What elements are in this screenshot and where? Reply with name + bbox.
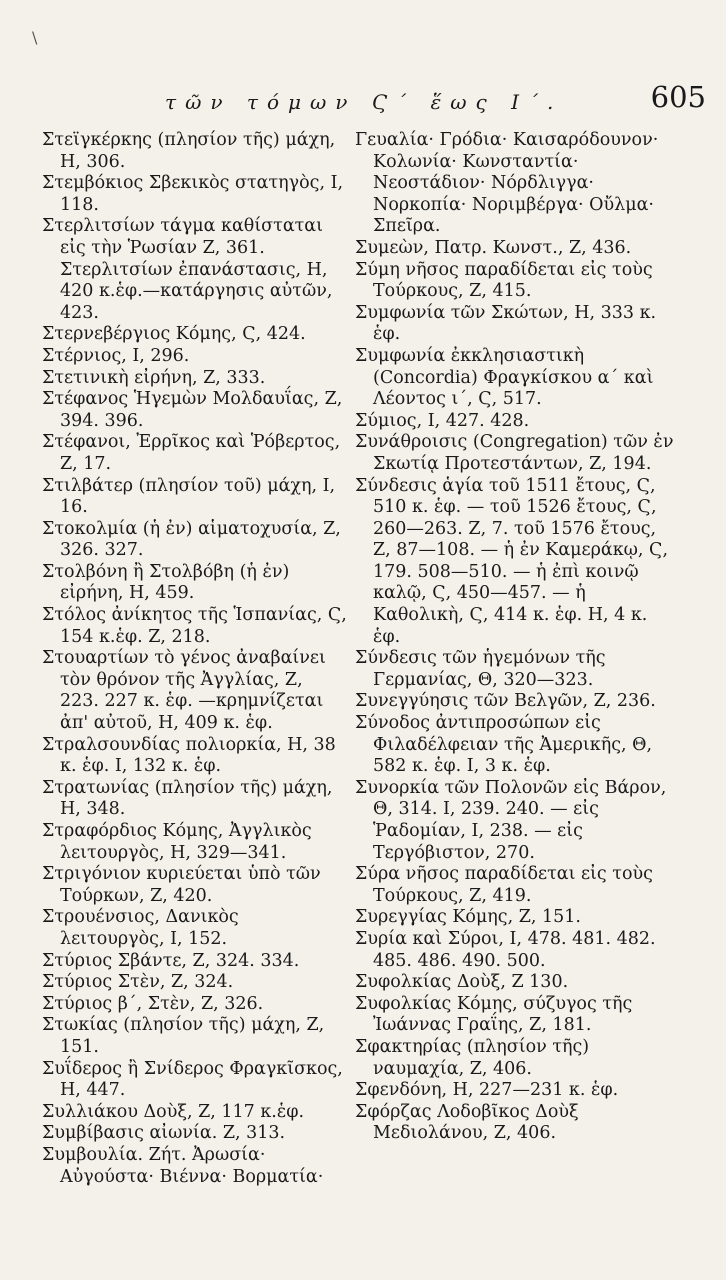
- index-entry: Συλλιάκου Δοὺξ, Ζ, 117 κ.ἑφ.: [42, 1101, 305, 1122]
- index-entry: Στριγόνιον κυριεύεται ὑπὸ τῶν Τούρκων, Ζ, 420.: [42, 864, 321, 906]
- index-entry: Στύριος Σβάντε, Ζ, 324. 334.: [42, 950, 300, 971]
- running-title: τῶν τόμων Ϛ΄ ἕως Ι΄.: [165, 90, 563, 114]
- index-entry: Σύνδεσις ἁγία τοῦ 1511 ἔτους, Ϛ, 510 κ. ἑφ. — τοῦ 1526 ἔτους, Ϛ, 260—263. Ζ, 7. τοῦ 1576 ἔτους, Ζ, 87—108. — ἡ ἐν Καμεράκῳ, Ϛ, 179. 508—510. — ἡ ἐπὶ κοινῷ καλῷ, Ϛ, 450—457. — ἡ Καθολικὴ, Ϛ, 414 κ. ἑφ. Η, 4 κ. ἑφ.: [355, 475, 669, 647]
- index-column-right: [355, 130, 675, 1145]
- index-entry: Γευαλία· Γρόδια· Καισαρόδουνον· Κολωνία· Κωνσταντία· Νεοστάδιον· Νόρδλιγγα· Νορκοπία· Νοριμβέργα· Οὔλμα· Σπεῖρα.: [355, 130, 659, 237]
- index-entry: Στρουένσιος, Δανικὸς λειτουργὸς, Ι, 152.: [42, 907, 239, 949]
- index-entry: Στέφανος Ἡγεμὼν Μολδαυΐας, Ζ, 394. 396.: [42, 389, 343, 431]
- index-entry: Στουαρτίων τὸ γένος ἀναβαίνει τὸν θρόνον τῆς Ἀγγλίας, Ζ, 223. 227 κ. ἑφ. —κρημνίζεται ἀπ' αὐτοῦ, Η, 409 κ. ἑφ.: [42, 648, 326, 734]
- index-entry: Συφολκίας Δοὺξ, Ζ 130.: [355, 972, 569, 993]
- index-entry: Σύνοδος ἀντιπροσώπων εἰς Φιλαδέλφειαν τῆς Ἀμερικῆς, Θ, 582 κ. ἑφ. Ι, 3 κ. ἑφ.: [355, 713, 653, 777]
- index-entry: Συμβίβασις αἰωνία. Ζ, 313.: [42, 1123, 286, 1144]
- index-entry: Στεϊγκέρκης (πλησίον τῆς) μάχη, Η, 306.: [42, 130, 336, 172]
- index-entry: Στιλβάτερ (πλησίον τοῦ) μάχη, Ι, 16.: [42, 475, 336, 518]
- index-entry: Συμφωνία ἐκκλησιαστικὴ (Concordia) Φραγκίσκου α΄ καὶ Λέοντος ι΄, Ϛ, 517.: [355, 345, 654, 410]
- page-header: [40, 80, 706, 120]
- index-entry: Στρατωνίας (πλησίον τῆς) μάχη, Η, 348.: [42, 777, 333, 820]
- index-entry: Συνάθροισις (Congregation) τῶν ἐν Σκωτίᾳ Προτεστάντων, Ζ, 194.: [355, 432, 674, 474]
- index-entry: Σφόρζας Λοδοβῖκος Δοὺξ Μεδιολάνου, Ζ, 406.: [355, 1101, 579, 1144]
- index-entry: Σφακτηρίας (πλησίον τῆς) ναυμαχία, Ζ, 406.: [355, 1036, 590, 1079]
- index-entry: Συρία καὶ Σύροι, Ι, 478. 481. 482. 485. 486. 490. 500.: [355, 928, 656, 971]
- index-entry: Σύρα νῆσος παραδίδεται εἰς τοὺς Τούρκους, Ζ, 419.: [355, 864, 653, 906]
- index-entry: Στωκίας (πλησίον τῆς) μάχη, Ζ, 151.: [42, 1015, 325, 1057]
- stray-mark: \: [32, 28, 38, 47]
- index-entry: Στολβόνη ἢ Στολβόβη (ἡ ἐν) εἰρήνη, Η, 459.: [42, 561, 290, 604]
- index-entry: Σύνδεσις τῶν ἡγεμόνων τῆς Γερμανίας, Θ, 320—323.: [355, 648, 606, 690]
- index-entry: Στέρνιος, Ι, 296.: [42, 345, 190, 366]
- index-column-left: [42, 130, 347, 1188]
- index-entry: Στραφόρδιος Κόμης, Ἀγγλικὸς λειτουργὸς, Η, 329—341.: [42, 821, 312, 863]
- index-entry: Στραλσουνδίας πολιορκία, Η, 38 κ. ἑφ. Ι, 132 κ. ἑφ.: [42, 734, 336, 777]
- index-entry: Συμφωνία τῶν Σκώτων, Η, 333 κ. ἑφ.: [355, 302, 657, 345]
- index-entry: Στύριος Στὲν, Ζ, 324.: [42, 972, 234, 993]
- index-entry: Στετινικὴ εἰρήνη, Ζ, 333.: [42, 367, 266, 388]
- index-entry: Στοκολμία (ἡ ἐν) αἱματοχυσία, Ζ, 326. 327.: [42, 518, 341, 561]
- index-entry: Σφενδόνη, Η, 227—231 κ. ἑφ.: [355, 1080, 619, 1101]
- index-entry: Στεμβόκιος Σβεκικὸς στατηγὸς, Ι, 118.: [42, 173, 344, 215]
- page-number: 605: [650, 80, 706, 114]
- index-entry: Στερλιτσίων τάγμα καθίσταται εἰς τὴν Ῥωσίαν Ζ, 361. Στερλιτσίων ἐπανάστασις, Η, 420 κ.ἑφ.—κατάργησις αὐτῶν, 423.: [42, 216, 333, 323]
- index-entry: Συνεγγύησις τῶν Βελγῶν, Ζ, 236.: [355, 691, 656, 712]
- index-entry: Συμεὼν, Πατρ. Κωνστ., Ζ, 436.: [355, 237, 632, 258]
- index-entry: Συνορκία τῶν Πολονῶν εἰς Βάρον, Θ, 314. Ι, 239. 240. — εἰς Ῥαδομίαν, Ι, 238. — εἰς Τεργόβιστον, 270.: [355, 777, 667, 863]
- index-entry: Σύμη νῆσος παραδίδεται εἰς τοὺς Τούρκους, Ζ, 415.: [355, 259, 653, 302]
- index-entry: Στερνεβέργιος Κόμης, Ϛ, 424.: [42, 324, 306, 345]
- index-entry: Στέφανοι, Ἐρρῖκος καὶ Ῥόβερτος, Ζ, 17.: [42, 432, 341, 474]
- index-entry: Σύμιος, Ι, 427. 428.: [355, 410, 530, 431]
- index-entry: Συΐδερος ἢ Σνίδερος Φραγκῖσκος, Η, 447.: [42, 1058, 343, 1101]
- index-entry: Συρεγγίας Κόμης, Ζ, 151.: [355, 907, 581, 928]
- index-entry: Συφολκίας Κόμης, σύζυγος τῆς Ἰωάννας Γραΐης, Ζ, 181.: [355, 993, 633, 1036]
- index-entry: Συμβουλία. Ζήτ. Ἀρωσία· Αὐγούστα· Βιέννα· Βορματία·: [42, 1144, 324, 1187]
- index-entry: Στόλος ἀνίκητος τῆς Ἱσπανίας, Ϛ, 154 κ.ἑφ. Ζ, 218.: [42, 605, 347, 647]
- index-entry: Στύριος β΄, Στὲν, Ζ, 326.: [42, 993, 264, 1014]
